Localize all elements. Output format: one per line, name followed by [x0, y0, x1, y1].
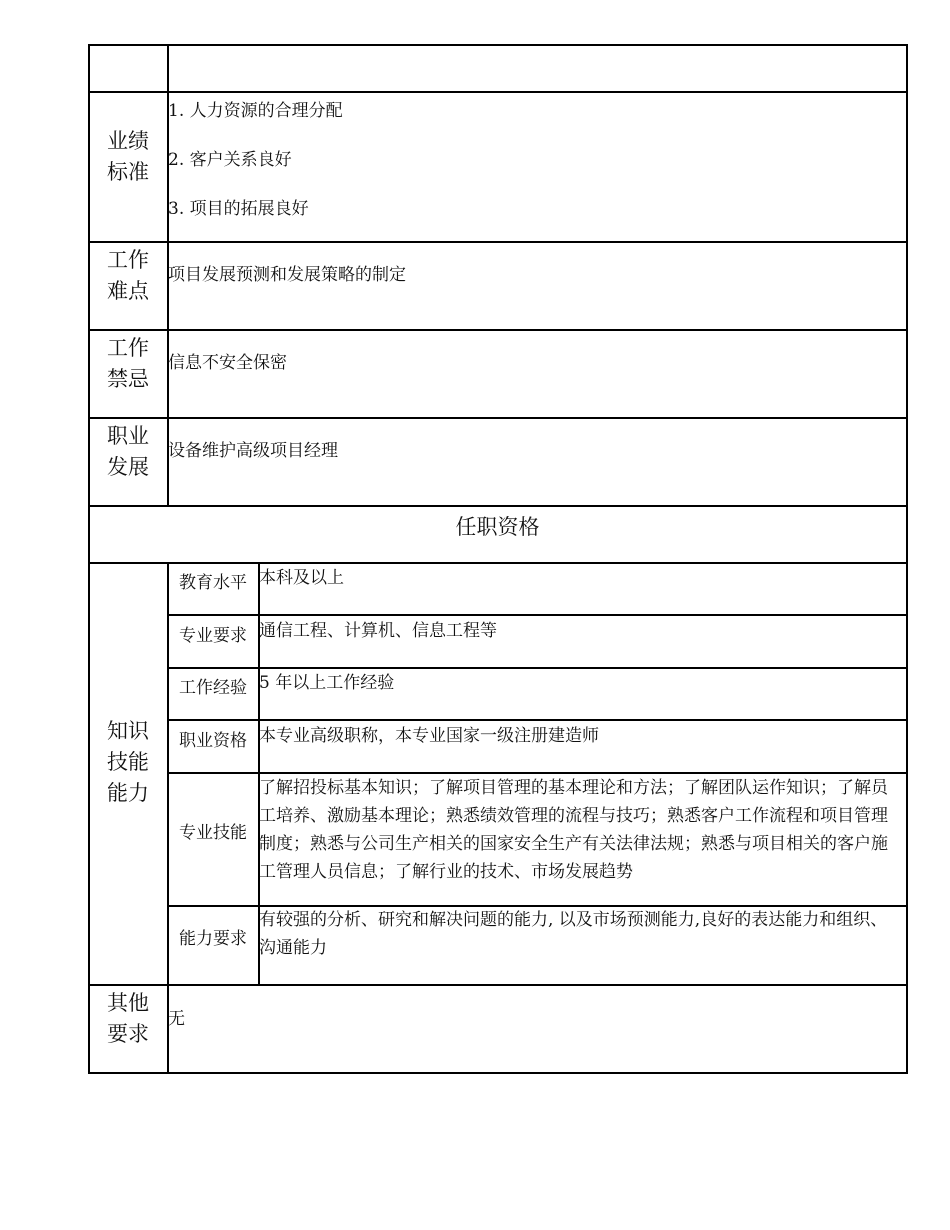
education-label: 教育水平: [179, 573, 247, 593]
performance-item-1: 1. 人力资源的合理分配: [168, 101, 343, 121]
other-text: 无: [168, 1009, 185, 1029]
skills-label: 专业技能: [179, 823, 247, 843]
education-value: 本科及以上: [259, 568, 344, 588]
career-text: 设备维护高级项目经理: [168, 441, 338, 461]
certificate-label: 职业资格: [179, 731, 247, 751]
performance-item-3: 3. 项目的拓展良好: [168, 199, 309, 219]
difficulty-text: 项目发展预测和发展策略的制定: [168, 265, 406, 285]
performance-item-2: 2. 客户关系良好: [168, 150, 292, 170]
taboo-label: 工作 禁忌: [107, 336, 149, 391]
career-label: 职业 发展: [107, 424, 149, 479]
other-label: 其他 要求: [107, 991, 149, 1046]
difficulty-label: 工作 难点: [107, 248, 149, 303]
taboo-text: 信息不安全保密: [168, 353, 287, 373]
certificate-value: 本专业高级职称，本专业国家一级注册建造师: [259, 726, 599, 746]
ability-value: 有较强的分析、研究和解决问题的能力, 以及市场预测能力,良好的表达能力和组织、沟通能力: [259, 910, 888, 958]
qualification-title: 任职资格: [455, 515, 540, 539]
skills-value: 了解招投标基本知识；了解项目管理的基本理论和方法；了解团队运作知识；了解员工培养、激励基本理论；熟悉绩效管理的流程与技巧；熟悉客户工作流程和项目管理制度；熟悉与公司生产相关的国家安全生产有关法律法规；熟悉与项目相关的客户施工管理人员信息；了解行业的技术、市场发展趋势: [259, 778, 888, 882]
experience-value: 5 年以上工作经验: [259, 673, 395, 693]
major-label: 专业要求: [179, 626, 247, 646]
knowledge-label: 知识 技能 能力: [107, 719, 149, 805]
experience-label: 工作经验: [179, 678, 247, 698]
ability-label: 能力要求: [179, 929, 247, 949]
performance-label: 业绩 标准: [107, 129, 149, 184]
major-value: 通信工程、计算机、信息工程等: [259, 621, 497, 641]
